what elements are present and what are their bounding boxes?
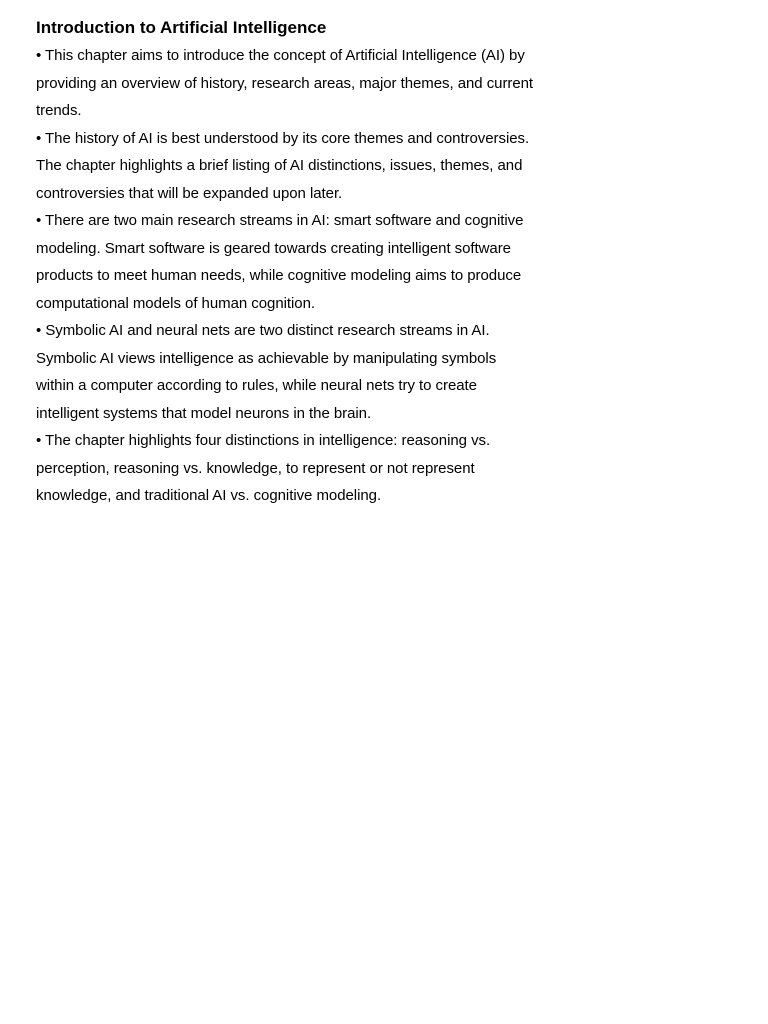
bullet-line: Symbolic AI views intelligence as achievable by manipulating symbols bbox=[36, 349, 497, 367]
document-page bbox=[36, 14, 596, 510]
bullet-line: • The history of AI is best understood by its core themes and controversies. bbox=[36, 129, 530, 147]
bullet-line: computational models of human cognition. bbox=[36, 294, 316, 312]
document-title: Introduction to Artificial Intelligence bbox=[36, 18, 327, 37]
bullet-line: products to meet human needs, while cognitive modeling aims to produce bbox=[36, 267, 522, 284]
bullet-line: modeling. Smart software is geared towards creating intelligent software bbox=[36, 239, 511, 257]
bullet-item bbox=[36, 42, 596, 125]
bullet-line: • There are two main research streams in AI: smart software and cognitive bbox=[36, 212, 524, 229]
bullet-line: • This chapter aims to introduce the concept of Artificial Intelligence (AI) by bbox=[36, 47, 525, 64]
bullet-line: providing an overview of history, research areas, major themes, and current bbox=[36, 74, 534, 92]
bullet-line: intelligent systems that model neurons in the brain. bbox=[36, 404, 372, 422]
bullet-line: • Symbolic AI and neural nets are two distinct research streams in AI. bbox=[36, 322, 490, 339]
bullet-line: within a computer according to rules, while neural nets try to create bbox=[36, 377, 477, 394]
bullet-line: The chapter highlights a brief listing of AI distinctions, issues, themes, and bbox=[36, 157, 523, 174]
bullet-line: controversies that will be expanded upon later. bbox=[36, 184, 343, 202]
bullet-line: knowledge, and traditional AI vs. cognitive modeling. bbox=[36, 487, 382, 504]
bullet-item bbox=[36, 317, 596, 427]
bullet-line: trends. bbox=[36, 102, 82, 119]
bullet-item bbox=[36, 207, 596, 317]
bullet-item bbox=[36, 427, 596, 510]
bullet-list bbox=[36, 42, 596, 510]
bullet-line: perception, reasoning vs. knowledge, to represent or not represent bbox=[36, 459, 475, 477]
bullet-item bbox=[36, 125, 596, 208]
bullet-line: • The chapter highlights four distinctions in intelligence: reasoning vs. bbox=[36, 432, 491, 449]
